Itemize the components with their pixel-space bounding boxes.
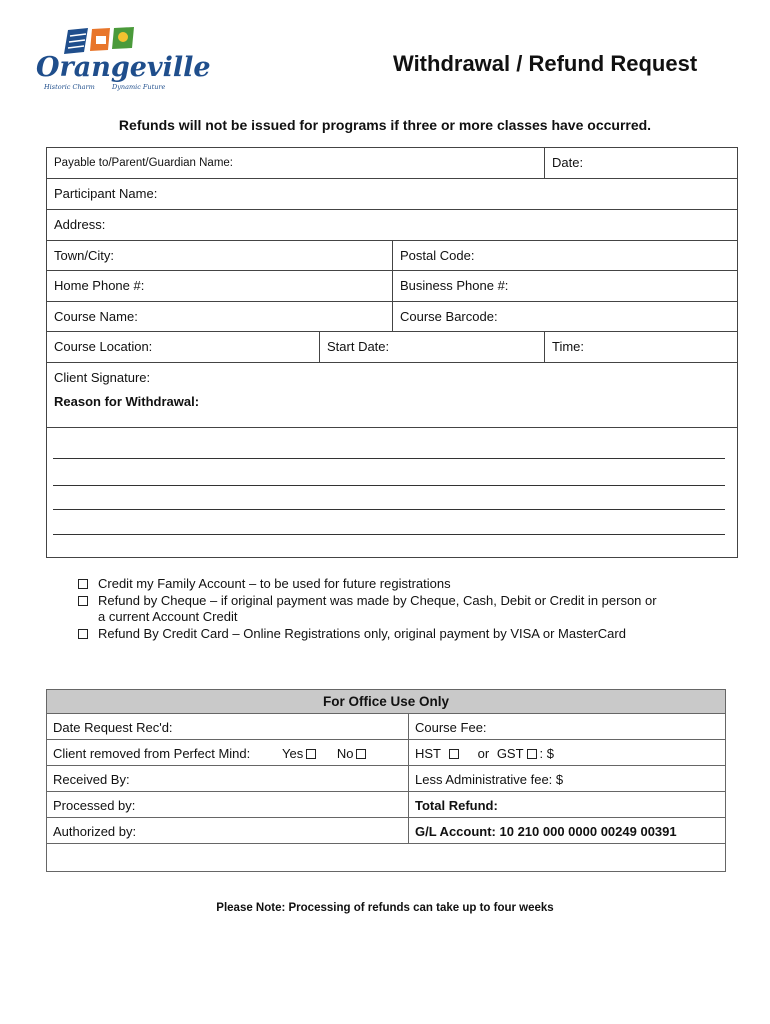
- logo-emblem-icon: [64, 27, 134, 54]
- option-refund-credit-card[interactable]: Refund By Credit Card – Online Registrations only, original payment by VISA or MasterCard: [78, 626, 657, 643]
- checkbox-icon[interactable]: [78, 596, 88, 606]
- form-row-address: [47, 210, 737, 241]
- option-refund-cheque[interactable]: Refund by Cheque – if original payment was made by Cheque, Cash, Debit or Credit in person or: [78, 593, 657, 610]
- reason-line: [53, 534, 725, 535]
- course-name-field[interactable]: Course Name:: [54, 309, 138, 324]
- option-credit-account[interactable]: Credit my Family Account – to be used for future registrations: [78, 576, 657, 593]
- office-use-table: [46, 689, 726, 872]
- client-signature-field[interactable]: [47, 363, 737, 427]
- office-row: [47, 714, 725, 740]
- request-form: [46, 147, 738, 558]
- payable-name-field[interactable]: Payable to/Parent/Guardian Name:: [54, 157, 233, 169]
- course-fee-field[interactable]: Course Fee:: [408, 714, 725, 739]
- client-removed-field: Client removed from Perfect Mind: Yes No: [47, 740, 408, 765]
- processing-note: Please Note: Processing of refunds can take up to four weeks: [216, 902, 554, 914]
- option-refund-cheque-continued: a current Account Credit: [98, 609, 238, 624]
- gl-account-field: G/L Account: 10 210 000 0000 00249 00391: [408, 818, 725, 843]
- form-row-location: [47, 332, 737, 363]
- reason-line: [53, 458, 725, 459]
- time-field[interactable]: Time:: [544, 332, 737, 362]
- refund-notice: Refunds will not be issued for programs if three or more classes have occurred.: [118, 117, 652, 133]
- form-row-signature: [47, 363, 737, 428]
- yes-checkbox-icon[interactable]: [306, 749, 316, 759]
- hst-checkbox-icon[interactable]: [449, 749, 459, 759]
- reason-label: Reason for Withdrawal:: [54, 394, 200, 409]
- office-row: [47, 740, 725, 766]
- refund-options: [78, 576, 657, 642]
- form-row-course: [47, 302, 737, 332]
- course-location-field[interactable]: Course Location:: [54, 339, 153, 354]
- date-field[interactable]: Date:: [544, 148, 737, 178]
- address-field[interactable]: Address:: [54, 217, 106, 232]
- checkbox-icon[interactable]: [78, 579, 88, 589]
- no-checkbox-icon[interactable]: [356, 749, 366, 759]
- reason-lines[interactable]: [47, 428, 737, 558]
- received-by-field[interactable]: Received By:: [53, 772, 130, 787]
- checkbox-icon[interactable]: [78, 629, 88, 639]
- form-row-payable: [47, 148, 737, 179]
- orangeville-logo: [34, 26, 211, 94]
- form-row-participant: [47, 179, 737, 210]
- home-phone-field[interactable]: Home Phone #:: [54, 278, 145, 293]
- processed-by-field[interactable]: Processed by:: [53, 798, 136, 813]
- signature-label: Client Signature:: [54, 370, 151, 385]
- office-row: [47, 818, 725, 844]
- reason-line: [53, 485, 725, 486]
- office-row: [47, 766, 725, 792]
- form-row-phone: [47, 271, 737, 302]
- total-refund-field[interactable]: Total Refund:: [408, 792, 725, 817]
- form-row-town: [47, 241, 737, 271]
- town-field[interactable]: Town/City:: [54, 248, 114, 263]
- course-barcode-field[interactable]: Course Barcode:: [392, 302, 737, 331]
- logo-wordmark: Orangeville: [36, 52, 211, 83]
- gst-checkbox-icon[interactable]: [527, 749, 537, 759]
- logo-tagline-left: Historic Charm: [44, 83, 95, 91]
- admin-fee-field[interactable]: Less Administrative fee: $: [408, 766, 725, 791]
- tax-field: HST or GST : $: [408, 740, 725, 765]
- start-date-field[interactable]: Start Date:: [319, 332, 544, 362]
- office-row: [47, 792, 725, 818]
- business-phone-field[interactable]: Business Phone #:: [392, 271, 737, 301]
- authorized-by-field[interactable]: Authorized by:: [53, 824, 137, 839]
- office-use-header: For Office Use Only: [47, 690, 725, 714]
- logo-tagline-right: Dynamic Future: [112, 83, 166, 91]
- date-received-field[interactable]: Date Request Rec'd:: [53, 720, 173, 735]
- participant-name-field[interactable]: Participant Name:: [54, 186, 158, 201]
- page-title: Withdrawal / Refund Request: [393, 51, 698, 76]
- postal-code-field[interactable]: Postal Code:: [392, 241, 737, 270]
- reason-line: [53, 509, 725, 510]
